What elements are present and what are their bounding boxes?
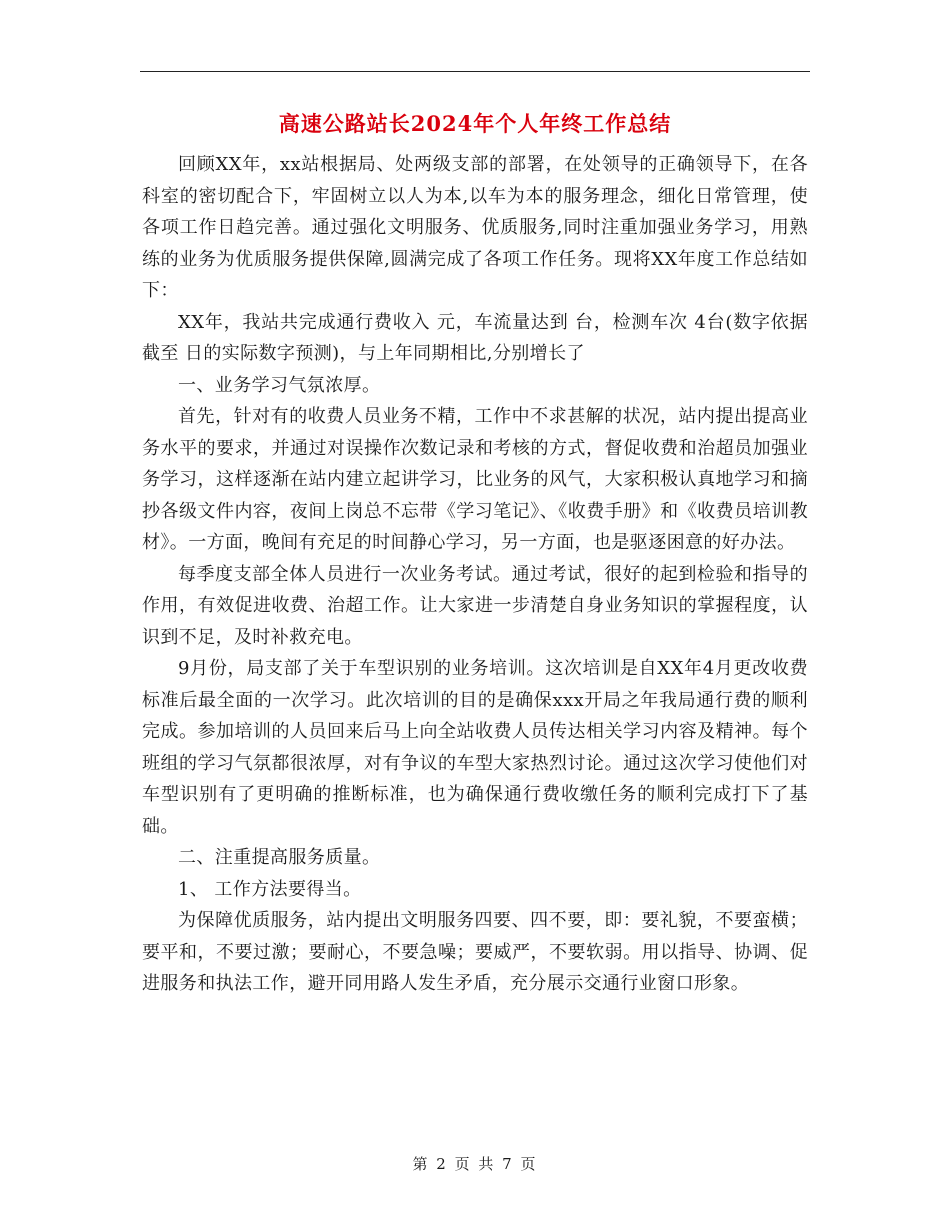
paragraph: 为保障优质服务，站内提出文明服务四要、四不要，即：要礼貌，不要蛮横；要平和，不要过激；要耐心，不要急噪；要威严，不要软弱。用以指导、协调、促进服务和执法工作，避开同用路人发生矛盾，充分展示交通行业窗口形象。	[142, 910, 808, 994]
section-heading: 一、业务学习气氛浓厚。	[178, 374, 381, 396]
subsection-heading: 1、 工作方法要得当。	[178, 878, 362, 900]
document-body	[142, 149, 808, 1000]
paragraph: XX年，我站共完成通行费收入 元，车流量达到 台，检测车次 4台(数字依据截至 日的实际数字预测)，与上年同期相比,分别增长了	[142, 311, 808, 364]
page-number: 第 2 页 共 7 页	[412, 1155, 538, 1173]
header-rule	[140, 71, 810, 72]
paragraph: 每季度支部全体人员进行一次业务考试。通过考试，很好的起到检验和指导的作用，有效促进收费、治超工作。让大家进一步清楚自身业务知识的掌握程度，认识到不足，及时补救充电。	[142, 563, 808, 648]
paragraph: 首先，针对有的收费人员业务不精，工作中不求甚解的状况，站内提出提高业务水平的要求，并通过对误操作次数记录和考核的方式，督促收费和治超员加强业务学习，这样逐渐在站内建立起讲学习，比业务的风气，大家积极认真地学习和摘抄各级文件内容，夜间上岗总不忘带《学习笔记》、《收费手册》和《收费员培训教材》。一方面，晚间有充足的时间静心学习，另一方面，也是驱逐困意的好办法。	[142, 406, 808, 553]
paragraph: 9月份，局支部了关于车型识别的业务培训。这次培训是自XX年4月更改收费标准后最全面的一次学习。此次培训的目的是确保xxx开局之年我局通行费的顺利完成。参加培训的人员回来后马上向全站收费人员传达相关学习内容及精神。每个班组的学习气氛都很浓厚，对有争议的车型大家热烈讨论。通过这次学习使他们对车型识别有了更明确的推断标准，也为确保通行费收缴任务的顺利完成打下了基础。	[142, 658, 808, 837]
document-title: 高速公路站长2024年个人年终工作总结	[278, 111, 672, 136]
section-heading: 二、注重提高服务质量。	[178, 847, 381, 868]
paragraph: 回顾XX年，xx站根据局、处两级支部的部署，在处领导的正确领导下，在各科室的密切配合下，牢固树立以人为本,以车为本的服务理念，细化日常管理，使各项工作日趋完善。通过强化文明服务、优质服务,同时注重加强业务学习，用熟练的业务为优质服务提供保障,圆满完成了各项工作任务。现将XX年度工作总结如下：	[142, 154, 808, 301]
